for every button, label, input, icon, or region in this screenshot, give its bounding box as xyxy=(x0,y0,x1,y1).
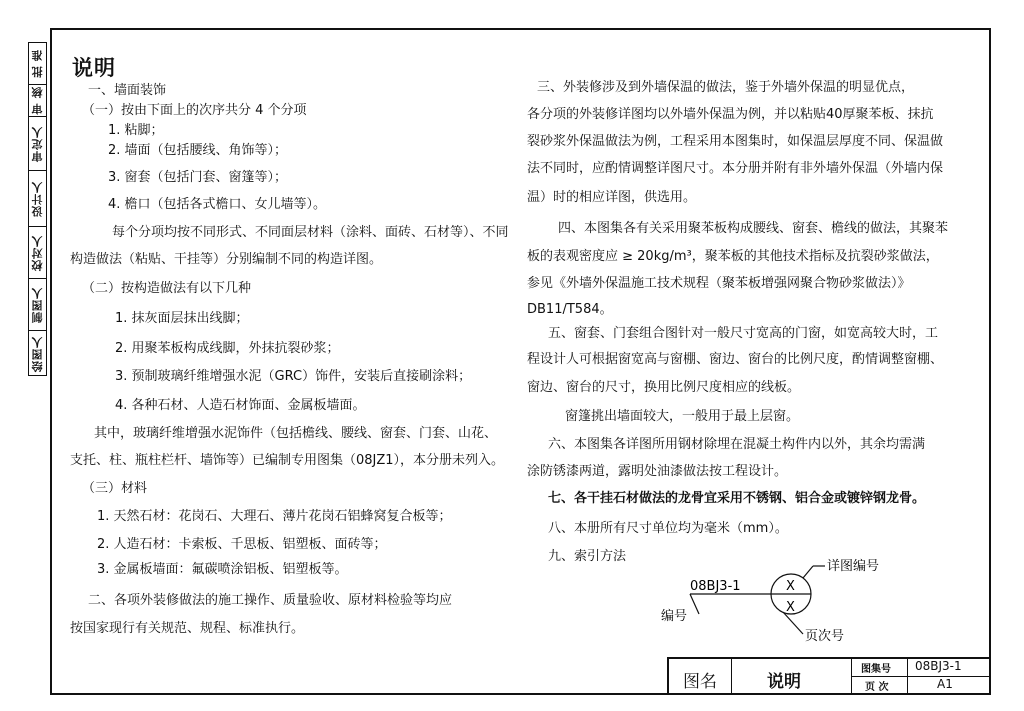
number-label: 编号 xyxy=(661,609,688,624)
text-line: 板的表观密度应 ≥ 20kg/m³，聚苯板的其他技术指标及抗裂砂浆做法， xyxy=(527,249,939,264)
text-line: 3. 预制玻璃纤维增强水泥（GRC）饰件，安装后直接刷涂料； xyxy=(115,369,472,384)
page-value: A1 xyxy=(937,677,953,691)
drawing-name-value: 说明 xyxy=(767,672,801,692)
title-block xyxy=(667,657,989,693)
text-line: 一、墙面装饰 xyxy=(88,83,167,98)
text-line: 五、窗套、门套组合图针对一般尺寸宽高的门窗，如宽高较大时，工 xyxy=(548,326,939,341)
atlas-number-label: 图集号 xyxy=(861,664,891,675)
text-line: 2. 用聚苯板构成线脚，外抹抗裂砂浆； xyxy=(115,341,340,356)
text-line: 1. 天然石材：花岗石、大理石、薄片花岗石铝蜂窝复合板等； xyxy=(97,509,452,524)
signature-cell xyxy=(29,227,46,279)
text-line: 三、外装修涉及到外墙保温的做法，鉴于外墙外保温的明显优点， xyxy=(537,80,915,95)
text-line: 六、本图集各详图所用钢材除埋在混凝土构件内以外，其余均需满 xyxy=(548,437,926,452)
text-line: 构造做法（粘贴、干挂等）分别编制不同的构造详图。 xyxy=(70,252,383,267)
detail-symbol-text: X xyxy=(786,579,795,594)
text-line: 2. 墙面（包括腰线、角饰等）； xyxy=(108,143,288,158)
text-line: 八、本册所有尺寸单位均为毫米（mm）。 xyxy=(548,521,788,536)
text-line: 各分项的外装修详图均以外墙外保温为例，并以粘贴40厚聚苯板、抹抗 xyxy=(527,107,934,122)
page-title: 说明 xyxy=(72,56,116,80)
detail-number-label: 详图编号 xyxy=(827,559,880,574)
drawing-name-label: 图名 xyxy=(683,672,717,692)
text-line: 2. 人造石材：卡索板、千思板、铝塑板、面砖等； xyxy=(97,537,387,552)
text-line: 程设计人可根据窗宽高与窗棚、窗边、窗台的比例尺度，酌情调整窗棚、 xyxy=(527,352,944,367)
index-leader-lines xyxy=(690,566,825,634)
text-line: DB11/T584。 xyxy=(527,302,613,317)
signature-cell xyxy=(29,85,46,117)
signature-cell xyxy=(29,279,46,331)
page-symbol-text: X xyxy=(786,600,795,615)
text-line: 3. 窗套（包括门套、窗篷等）； xyxy=(108,170,288,185)
text-line: 3. 金属板墙面：氟碳喷涂铝板、铝塑板等。 xyxy=(97,562,348,577)
text-line: （二）按构造做法有以下几种 xyxy=(82,281,252,296)
text-line: 裂砂浆外保温做法为例，工程采用本图集时，如保温层厚度不同、保温做 xyxy=(527,134,944,149)
text-line: 二、各项外装修做法的施工操作、质量验收、原材料检验等均应 xyxy=(88,593,453,608)
text-line: 4. 檐口（包括各式檐口、女儿墙等）。 xyxy=(108,197,327,212)
text-line: （一）按由下面上的次序共分 4 个分项 xyxy=(82,103,307,118)
text-line: 1. 抹灰面层抹出线脚； xyxy=(115,311,249,326)
signature-cell xyxy=(29,171,46,227)
text-line: （三）材料 xyxy=(82,481,148,496)
text-line: 每个分项均按不同形式、不同面层材料（涂料、面砖、石材等）、不同 xyxy=(112,225,509,240)
text-line: 法不同时，应酌情调整详图尺寸。本分册并附有非外墙外保温（外墙内保 xyxy=(527,161,944,176)
page-label: 页 次 xyxy=(865,682,889,693)
signature-cell xyxy=(29,43,46,85)
atlas-number-text: 08BJ3-1 xyxy=(690,579,741,594)
text-line: 七、各干挂石材做法的龙骨宜采用不锈钢、铝合金或镀锌钢龙骨。 xyxy=(548,491,926,506)
text-line: 按国家现行有关规范、规程、标准执行。 xyxy=(70,621,305,636)
signature-cell xyxy=(29,117,46,171)
signature-label: 校对人 xyxy=(30,234,44,271)
text-line: 温）时的相应详图，供选用。 xyxy=(527,190,697,205)
text-line: 其中，玻璃纤维增强水泥饰件（包括檐线、腰线、窗套、门套、山花、 xyxy=(94,426,498,441)
text-line: 窗边、窗台的尺寸，换用比例尺度相应的线板。 xyxy=(527,380,801,395)
text-line: 1. 粘脚； xyxy=(108,123,164,138)
page-number-label: 页次号 xyxy=(805,629,845,644)
text-line: 涂防锈漆两道，露明处油漆做法按工程设计。 xyxy=(527,464,788,479)
signature-label: 设计人 xyxy=(30,180,44,217)
text-line: 支托、柱、瓶柱栏杆、墙饰等）已编制专用图集（08JZ1），本分册未列入。 xyxy=(70,453,505,468)
signature-strip xyxy=(28,42,47,376)
atlas-number-value: 08BJ3-1 xyxy=(915,659,962,673)
signature-label: 审定人 xyxy=(30,125,44,162)
text-line: 九、索引方法 xyxy=(548,549,627,564)
text-line: 参见《外墙外保温施工技术规程（聚苯板增强网聚合物砂浆做法）》 xyxy=(527,276,911,291)
text-line: 4. 各种石材、人造石材饰面、金属板墙面。 xyxy=(115,398,366,413)
text-line: 四、本图集各有关采用聚苯板构成腰线、窗套、檐线的做法，其聚苯 xyxy=(558,221,949,236)
signature-cell xyxy=(29,331,46,377)
index-diagram xyxy=(655,556,895,646)
signature-label: 审 核 xyxy=(30,86,44,115)
signature-label: 绘图人 xyxy=(30,336,44,372)
text-line: 窗篷挑出墙面较大，一般用于最上层窗。 xyxy=(565,409,800,424)
signature-label: 批 准 xyxy=(30,49,44,78)
signature-label: 制图人 xyxy=(30,286,44,323)
